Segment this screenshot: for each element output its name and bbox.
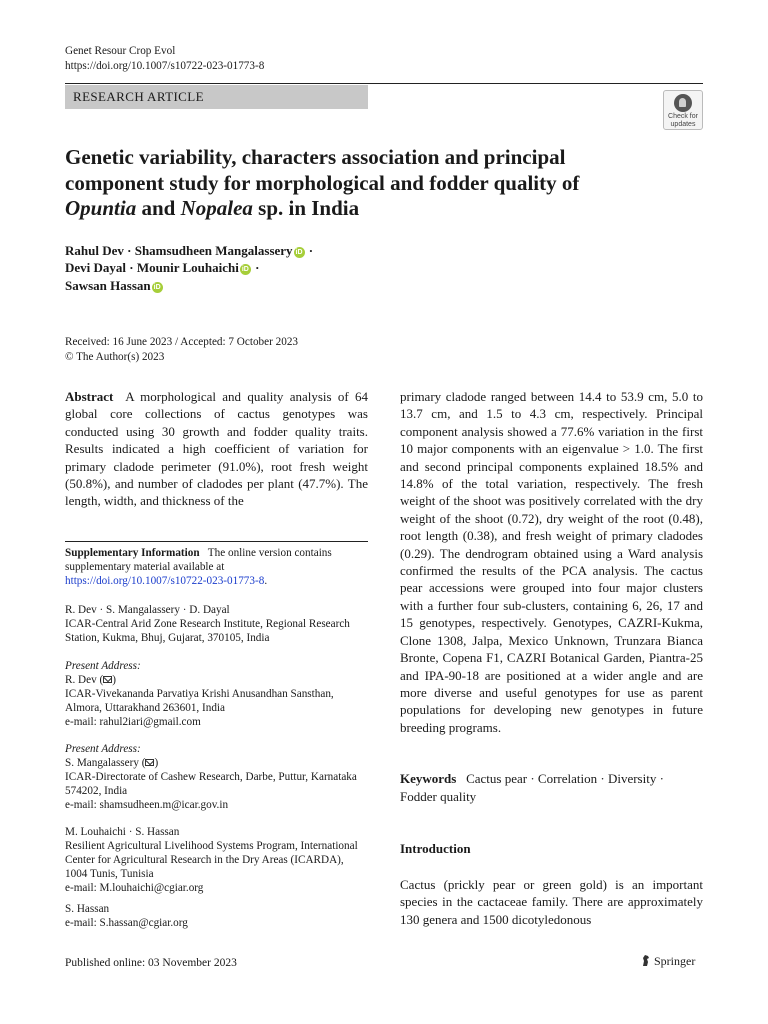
email-louhaichi[interactable]: e-mail: M.louhaichi@cgiar.org: [65, 882, 204, 894]
doi-link[interactable]: https://doi.org/10.1007/s10722-023-01773-8: [65, 60, 265, 72]
copyright: © The Author(s) 2023: [65, 351, 165, 363]
title-part2: and: [136, 196, 181, 220]
affiliation-2: Present Address: R. Dev ( ) ICAR-Vivekananda Parvatiya Krishi Anusandhan Sansthan, Almora, Uttarakhand 263601, India e-mail: rahul2iari@gmail.com: [65, 659, 368, 729]
abstract-text-left: A morphological and quality analysis of 64 global core collections of cactus genotypes was conducted using 30 growth and fodder quality traits. Results indicated a high coefficient of variation for primary cladode perimeter (91.0%), root fresh weight (50.8%), and number of cladodes per plant (47.7%). The length, width, and thickness of the: [65, 389, 368, 509]
author-1[interactable]: Rahul Dev: [65, 243, 124, 258]
check-badge-line1: Check for: [668, 113, 698, 120]
author-2[interactable]: Shamsudheen Mangalassery: [134, 243, 293, 258]
keywords: [400, 770, 703, 805]
check-for-updates-badge[interactable]: [663, 90, 703, 130]
check-badge-line2: updates: [670, 120, 696, 128]
received-accepted: Received: 16 June 2023 / Accepted: 7 October 2023: [65, 336, 299, 348]
title-part1: Genetic variability, characters association and principal component study for morphological and fodder quality of: [65, 145, 580, 195]
introduction-text: Cactus (prickly pear or green gold) is an important species in the cactaceae family. There are approximately 130 genera and 1500 dicotyledonous: [400, 877, 703, 927]
orcid-icon[interactable]: iD: [241, 266, 249, 274]
author-list: Rahul Dev · Shamsudheen Mangalassery iD · Devi Dayal · Mounir Louhaichi iD · Sawsan Hassan iD: [65, 243, 314, 293]
supplementary-info: Supplementary Information The online version contains supplementary material available at https://doi.org/10.1007/s10722-023-01773-8.: [65, 547, 332, 588]
author-5[interactable]: Sawsan Hassan: [65, 277, 151, 293]
springer-horse-icon: [641, 954, 651, 967]
orcid-icon[interactable]: iD: [295, 249, 303, 256]
introduction-heading: Introduction: [400, 841, 471, 856]
article-dates: [65, 335, 298, 365]
affiliation-1: R. Dev · S. Mangalassery · D. Dayal ICAR-Central Arid Zone Research Institute, Regional Research Station, Kukma, Bhuj, Gujarat, 370105, India: [65, 604, 350, 644]
abstract-label: Abstract: [65, 389, 114, 404]
journal-header: [65, 44, 264, 74]
abstract-left: [65, 388, 368, 510]
title-genus-opuntia: Opuntia: [65, 196, 137, 220]
author-3[interactable]: Devi Dayal: [65, 260, 127, 276]
email-dev[interactable]: e-mail: rahul2iari@gmail.com: [65, 716, 201, 728]
keywords-label: Keywords: [400, 771, 457, 786]
title-genus-nopalea: Nopalea: [180, 196, 253, 220]
publisher-logo: [641, 954, 695, 969]
envelope-icon[interactable]: [145, 759, 154, 766]
email-hassan[interactable]: e-mail: S.hassan@cgiar.org: [65, 917, 188, 929]
article-type-banner: RESEARCH ARTICLE: [65, 85, 368, 109]
journal-name: Genet Resour Crop Evol: [65, 45, 176, 57]
supplementary-rule: [65, 541, 368, 542]
title-part3: sp. in India: [252, 196, 360, 220]
orcid-icon[interactable]: iD: [153, 283, 161, 291]
keywords-text: Cactus pear · Correlation · Diversity · Fodder quality: [400, 771, 664, 804]
bookmark-icon: [674, 94, 692, 112]
abstract-right: primary cladode ranged between 14.4 to 53.9 cm, 5.0 to 13.7 cm, and 1.5 to 4.3 cm, respectively. Principal component analysis showed a 77.6% variation in the first 10 major components with an eigenvalue > 1.0. The first and second principal components explained 18.5% and 14.8% of the total variation, respectively. The fresh weight of the shoot was positively correlated with the dry weight of the shoot (0.72), dry weight of the root (0.48), root length (0.38), and fresh weight of primary cladodes (0.29). The dendrogram obtained using a Ward analysis confirmed the results of the PCA analysis. The cactus pear accessions were grouped into four major clusters with a further four sub-clusters, containing 6, 26, 17 and 15 genotypes, respectively. Genotypes, CAZRI-Kukma, Clone 1308, Jalpa, Mexico Unknown, Trunzara Bianca Bronte, Copena F1, CAZRI Botanical Garden, Piantra-25 and IPA-90-18 are positioned at a wider angle and are more diverse and useful genotypes for use as parent populations for developing new genotypes in future breeding programs.: [400, 389, 703, 735]
header-rule: [65, 83, 703, 84]
email-mangalassery[interactable]: e-mail: shamsudheen.m@icar.gov.in: [65, 799, 229, 811]
published-online: Published online: 03 November 2023: [65, 957, 237, 969]
affiliation-5: S. Hassan e-mail: S.hassan@cgiar.org: [65, 902, 368, 930]
supplementary-link[interactable]: https://doi.org/10.1007/s10722-023-01773-8: [65, 575, 265, 588]
affiliation-3: Present Address: S. Mangalassery ( ) ICAR-Directorate of Cashew Research, Darbe, Puttur, Karnataka 574202, India e-mail: shamsudheen.m@icar.gov.in: [65, 742, 368, 812]
publisher-name: Springer: [654, 954, 696, 968]
article-title: [65, 145, 645, 222]
affiliation-4: M. Louhaichi · S. Hassan Resilient Agricultural Livelihood Systems Program, International Center for Agricultural Research in the Dry Areas (ICARDA), 1004 Tunis, Tunisia e-mail: M.louhaichi@cgiar.org: [65, 825, 368, 895]
envelope-icon[interactable]: [103, 676, 112, 683]
author-4[interactable]: Mounir Louhaichi: [136, 260, 239, 276]
supplementary-label: Supplementary Information: [65, 547, 200, 559]
